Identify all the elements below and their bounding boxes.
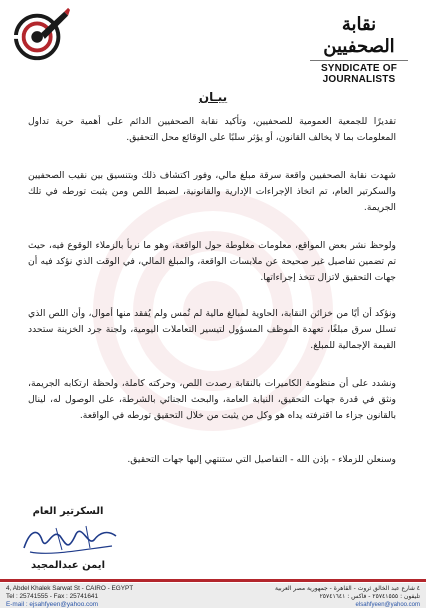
brand-english-name: SYNDICATE OF JOURNALISTS bbox=[320, 63, 398, 85]
footer-contact-english bbox=[6, 585, 206, 609]
paragraph-6: وسنعلن للزملاء - بإذن الله - التفاصيل التي ستنتهي إليها جهات التحقيق. bbox=[127, 454, 396, 465]
paragraph-2: شهدت نقابة الصحفيين واقعة سرقة مبلغ مالي، وفور اكتشاف ذلك وبتنسيق بين نقيب الصحفيين والسكرتير العام، تم اتخاذ الإجراءات الإدارية والقانونية، لضبط اللص ومن يثبت تورطه في تلك الجريمة. bbox=[28, 170, 396, 213]
paragraph-4: ونؤكد أن أيًا من خزائن النقابة، الحاوية لمبالغ مالية لم تُمس ولم يُفقد منها أموال، وأن اللص الذي تسلل سرق مبلغًا، تعهدة الموظف المسؤول لتيسير التعاملات اليومية، ولجنة جرد الخزينة ستحدد القيمة الإجمالية للمبلغ. bbox=[28, 308, 396, 351]
brand-block bbox=[304, 14, 414, 85]
paragraph-1: تقديرًا للجمعية العمومية للصحفيين، وتأكيد نقابة الصحفيين الدائم على أهمية حرية تداول المعلومات بما لا يخالف القانون، أو يؤثر سلبًا على الوقائع محل التحقيق. bbox=[28, 116, 396, 143]
brand-divider bbox=[310, 60, 408, 61]
footer-phone-ar: تليفون : ٢٥٧٤١٥٥٥ - فاكس : ٢٥٧٤١٦٤١ bbox=[319, 593, 420, 600]
signatory-name: ايمن عبدالمجيد bbox=[30, 560, 105, 571]
statement-title: بيـان bbox=[198, 90, 228, 104]
paragraph-3: ولوحظ نشر بعض المواقع، معلومات مغلوطة حول الواقعة، وهو ما نربأ بالزملاء الوقوع فيه، حيث تم تضمين تفاصيل غير صحيحة عن ملابسات الواقعة، والمبلغ المالي، في الوقت الذي نؤكد فيه أن جهات التحقيق لاتزال تتخذ إجراءاتها. bbox=[28, 240, 396, 283]
brand-arabic-name: نقابة الصحفيين bbox=[323, 14, 395, 57]
footer-address-ar: ٤ شارع عبد الخالق ثروت - القاهرة - جمهورية مصر العربية bbox=[275, 585, 420, 592]
footer bbox=[0, 579, 426, 608]
handwritten-signature-icon bbox=[16, 522, 126, 562]
footer-accent-line bbox=[0, 579, 426, 582]
footer-email-en[interactable]: E-mail : ejsahfyeen@yahoo.com bbox=[6, 601, 99, 608]
paragraph-5: ونشدد على أن منظومة الكاميرات بالنقابة رصدت اللص، وحركته كاملة، ولحظة ارتكابه الجريمة، ونثق في قدرة جهات التحقيق، النيابة العامة، والبحث الجنائي بالشرطة، على الوصول له، لينال بالقانون جزاء ما اقترفته يداه هو وكل من يثبت من خلال التحقيق تورطه في الواقعة. bbox=[28, 378, 396, 421]
footer-phone-en: Tel : 25741555 - Fax : 25741641 bbox=[6, 593, 99, 600]
footer-address-en: 4, Abdel Khalek Sarwat St - CAIRO - EGYPT bbox=[6, 585, 134, 592]
pen-target-logo-icon bbox=[12, 6, 70, 64]
footer-email-ar[interactable]: elsahfyeen@yahoo.com bbox=[355, 602, 420, 608]
footer-contact-arabic bbox=[215, 585, 420, 609]
signatory-title: السكرتير العام bbox=[32, 506, 104, 517]
